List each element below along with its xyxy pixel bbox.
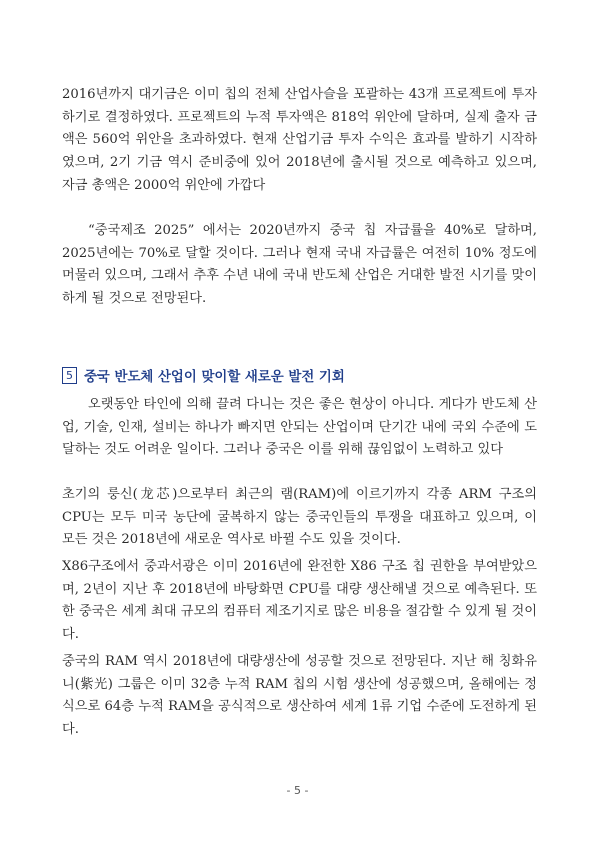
paragraph-ram: 중국의 RAM 역시 2018년에 대량생산에 성공할 것으로 전망된다. 지난 해 칭화유니(紫光) 그룹은 이미 32층 누적 RAM 칩의 시험 생산에 성공했으며, 올해에는 정식으로 64층 누적 RAM을 공식적으로 생산하여 세계 1류 기업 수준에 도전하게 된다. [62, 654, 537, 738]
page-number: - 5 - [286, 784, 309, 797]
paragraph-made-in-china-2025: “중국제조 2025” 에서는 2020년까지 중국 칩 자급률을 40%로 달하며, 2025년에는 70%로 달할 것이다. 그러나 현재 국내 자급률은 여전히 10% 정도에 머물러 있으며, 그래서 추후 수년 내에 국내 반도체 산업은 거대한 발전 시기를 맞이하게 될 것으로 전망된다. [62, 223, 537, 307]
paragraph-long-dependence: 오랫동안 타인에 의해 끌려 다니는 것은 좋은 현상이 아니다. 게다가 반도체 산업, 기술, 인재, 설비는 하나가 빠지면 안되는 산업이며 단기간 내에 국외 수준에 도달하는 것도 어려운 일이다. 그러나 중국은 이를 위해 끊임없이 노력하고 있다 [62, 397, 537, 458]
paragraph-x86: X86구조에서 중과서광은 이미 2016년에 완전한 X86 구조 칩 권한을 부여받았으며, 2년이 지난 후 2018년에 바탕화면 CPU를 대량 생산해낼 것으로 예측된다. 또한 중국은 세계 최대 규모의 컴퓨터 제조기지로 많은 비용을 절감할 수 있게 될 것이다. [62, 559, 537, 643]
paragraph-fund-investment: 2016년까지 대기금은 이미 칩의 전체 산업사슬을 포괄하는 43개 프로젝트에 투자하기로 결정하였다. 프로젝트의 누적 투자액은 818억 위안에 달하며, 실제 출자 금액은 560억 위안을 초과하였다. 현재 산업기금 투자 수익은 효과를 발하기 시작하였으며, 2기 기금 역시 준비중에 있어 2018년에 출시될 것으로 예측하고 있으며, 자금 총액은 2000억 위안에 가깝다 [62, 87, 537, 193]
section-heading [62, 364, 537, 386]
section-number-box: 5 [62, 367, 77, 384]
paragraph-arm-cpu: 초기의 룽신(龙芯)으로부터 최근의 램(RAM)에 이르기까지 각종 ARM 구조의 CPU는 모두 미국 농단에 굴복하지 않는 중국인들의 투쟁을 대표하고 있으며, 이 모든 것은 2018년에 새로운 역사로 바뀔 수도 있을 것이다. [62, 487, 537, 548]
section-title: 중국 반도체 산업이 맞이할 새로운 발전 기회 [84, 369, 345, 385]
